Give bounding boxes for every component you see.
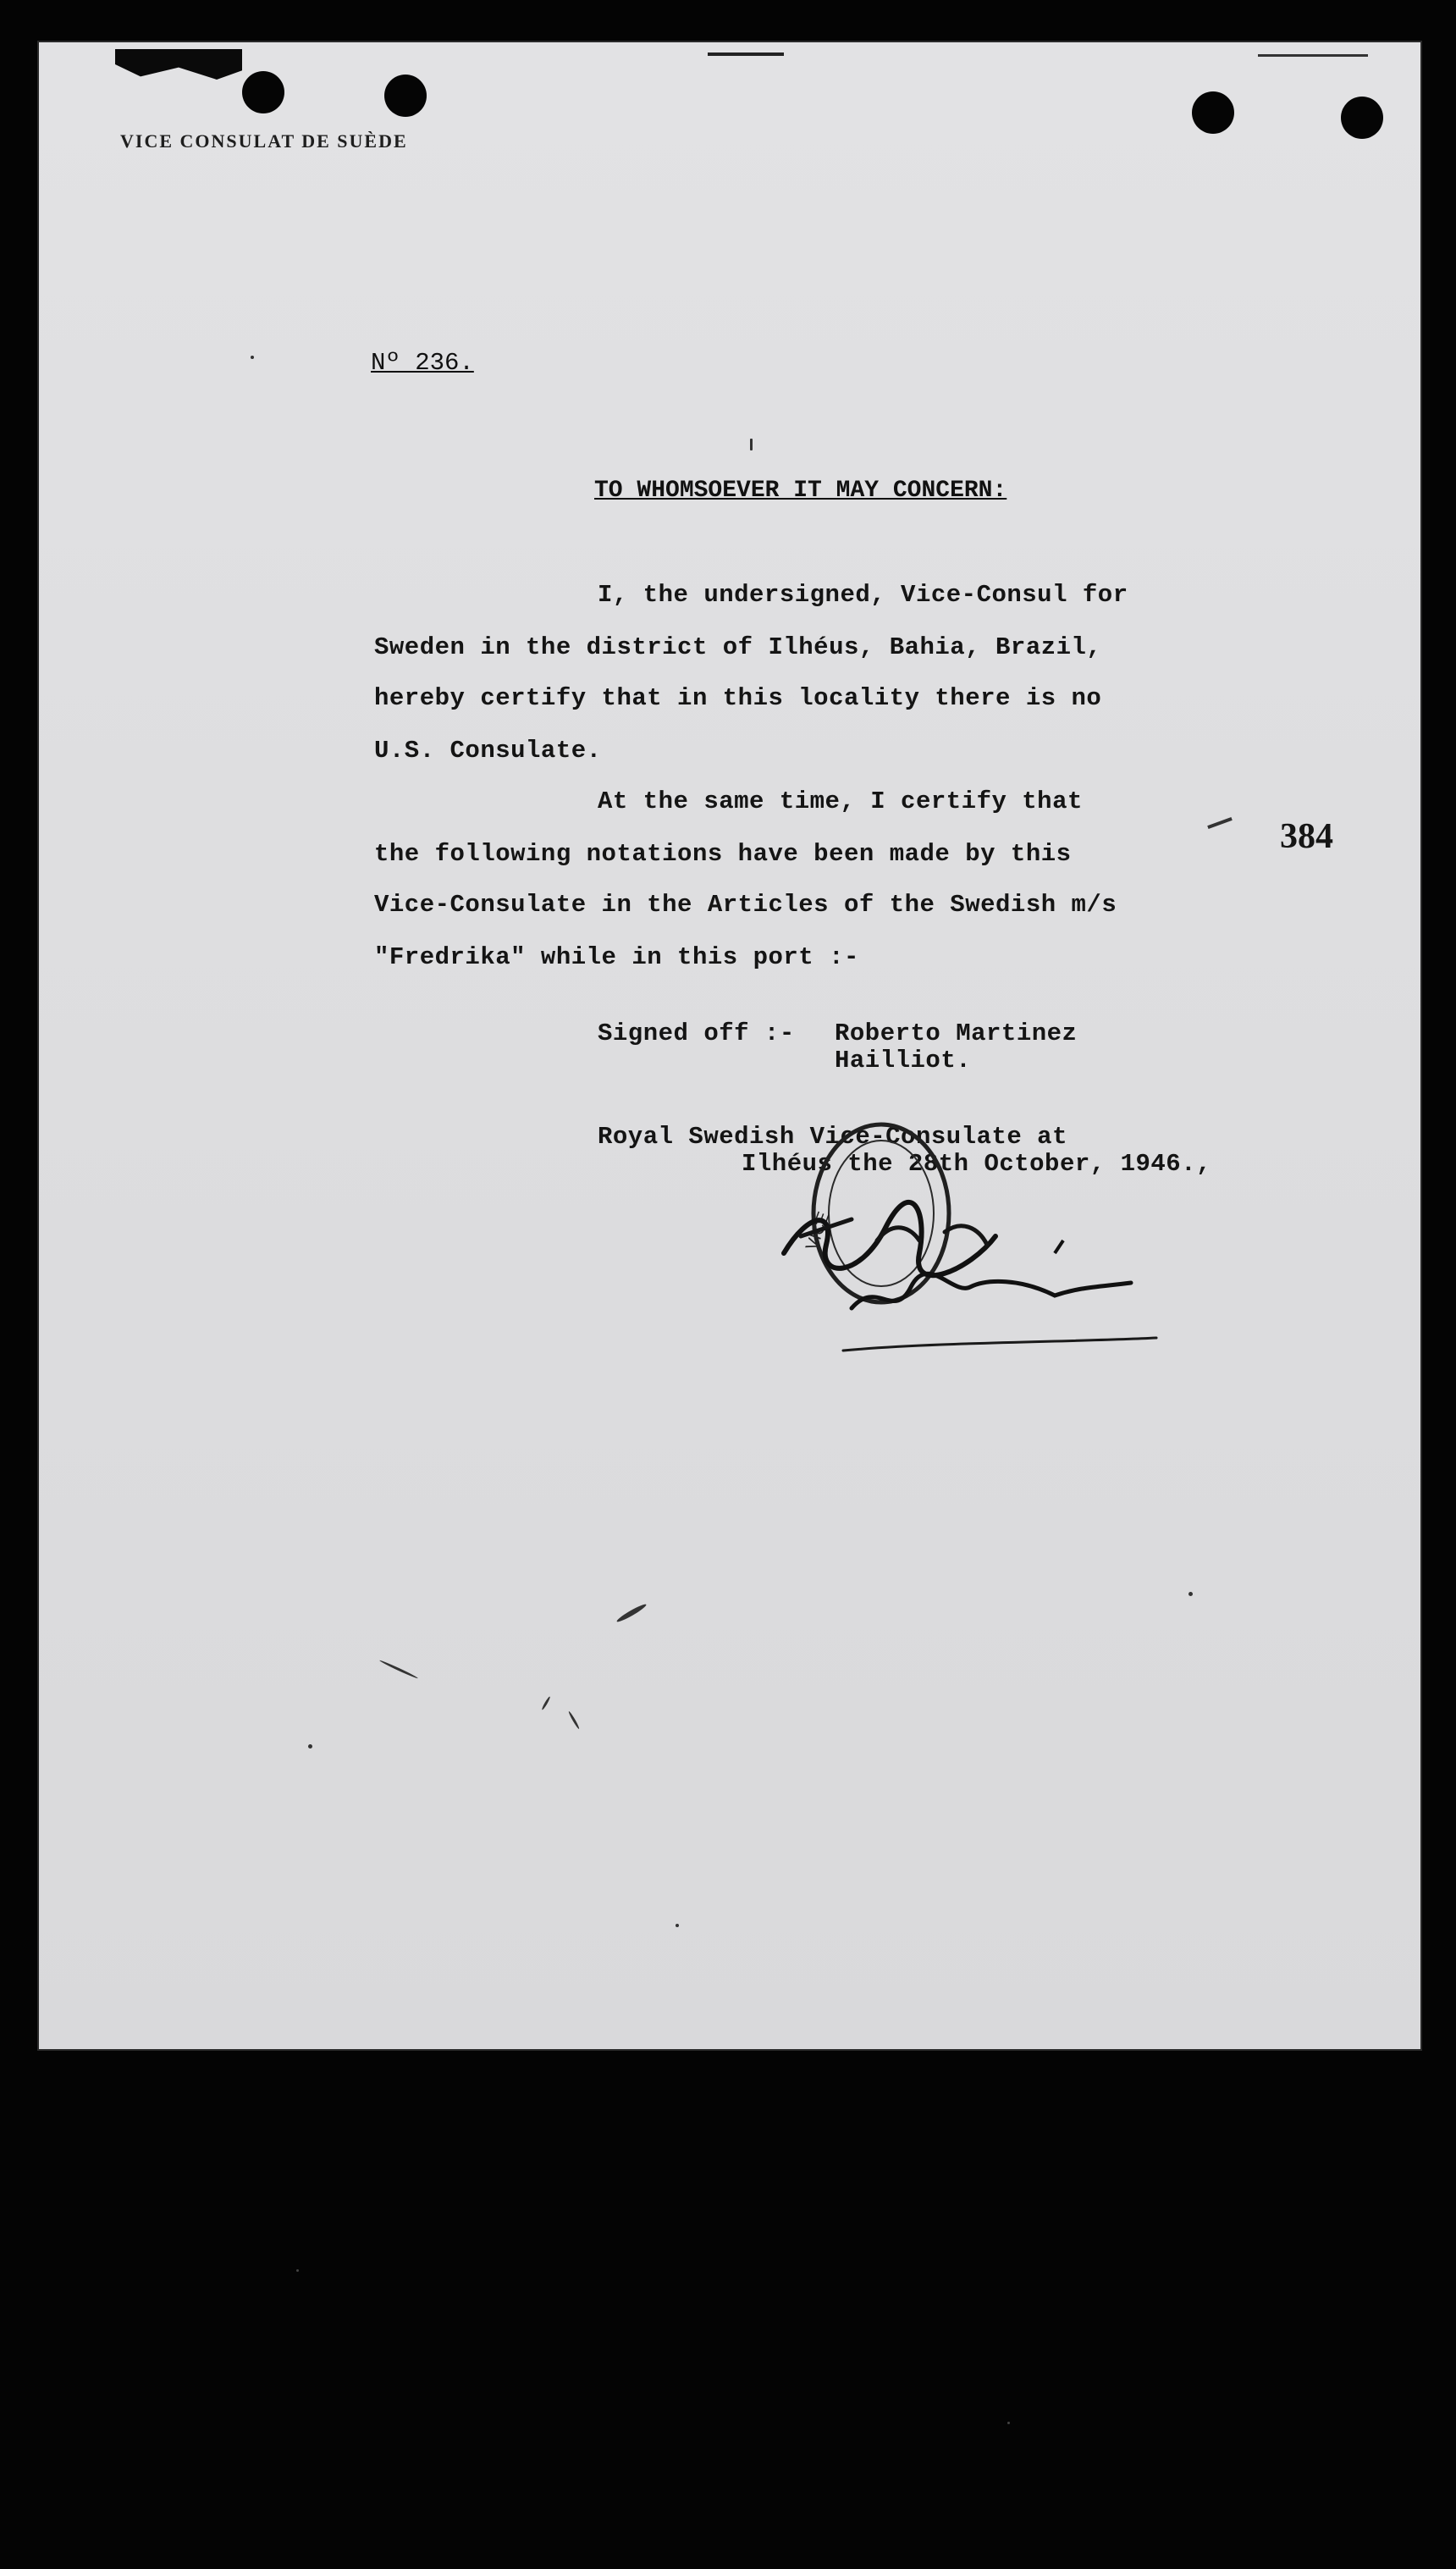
- document-page: [39, 42, 1420, 2049]
- body-line: I, the undersigned, Vice-Consul for: [598, 581, 1128, 609]
- signed-off-name: Hailliot.: [835, 1047, 972, 1075]
- body-line: hereby certify that in this locality there is no: [374, 684, 1102, 712]
- paper-speck: [308, 1744, 312, 1749]
- seal-text: VICE: [802, 1209, 834, 1253]
- paper-speck: [676, 1924, 679, 1927]
- paper-speck: [251, 356, 254, 359]
- handwritten-signature: [750, 1160, 1173, 1372]
- closing-line: Royal Swedish Vice-Consulate at: [598, 1123, 1067, 1151]
- body-line: Vice-Consulate in the Articles of the Swedish m/s: [374, 891, 1117, 919]
- body-line: "Fredrika" while in this port :-: [374, 943, 859, 971]
- top-right-mark: [1258, 54, 1368, 57]
- letterhead: VICE CONSULAT DE SUÈDE: [120, 130, 408, 152]
- paper-speck: [541, 1696, 551, 1710]
- stamp-mark: [1207, 817, 1233, 829]
- paper-speck: [615, 1602, 648, 1623]
- page-number-stamp: 384: [1280, 817, 1333, 856]
- paper-speck: [750, 439, 753, 450]
- paper-speck: [1189, 1592, 1193, 1596]
- paper-speck: [379, 1660, 419, 1680]
- punch-hole: [1192, 91, 1234, 134]
- body-line: Sweden in the district of Ilhéus, Bahia, Brazil,: [374, 633, 1102, 661]
- body-line: the following notations have been made by this: [374, 840, 1072, 868]
- body-line: At the same time, I certify that: [598, 787, 1083, 815]
- body-line: U.S. Consulate.: [374, 737, 602, 765]
- punch-hole: [242, 71, 284, 113]
- signed-off-name: Roberto Martinez: [835, 1019, 1078, 1047]
- top-edge-mark: [708, 52, 784, 56]
- paper-speck: [568, 1710, 581, 1729]
- closing-line: Ilhéus the 28th October, 1946.,: [742, 1150, 1211, 1178]
- document-number: Nº 236.: [371, 349, 474, 377]
- background-speck: [1007, 2422, 1010, 2424]
- top-left-damage: [115, 49, 242, 80]
- background-speck: [296, 2269, 299, 2272]
- document-title: TO WHOMSOEVER IT MAY CONCERN:: [594, 478, 1007, 504]
- punch-hole: [384, 75, 427, 117]
- punch-hole: [1341, 97, 1383, 139]
- signed-off-label: Signed off :-: [598, 1019, 795, 1047]
